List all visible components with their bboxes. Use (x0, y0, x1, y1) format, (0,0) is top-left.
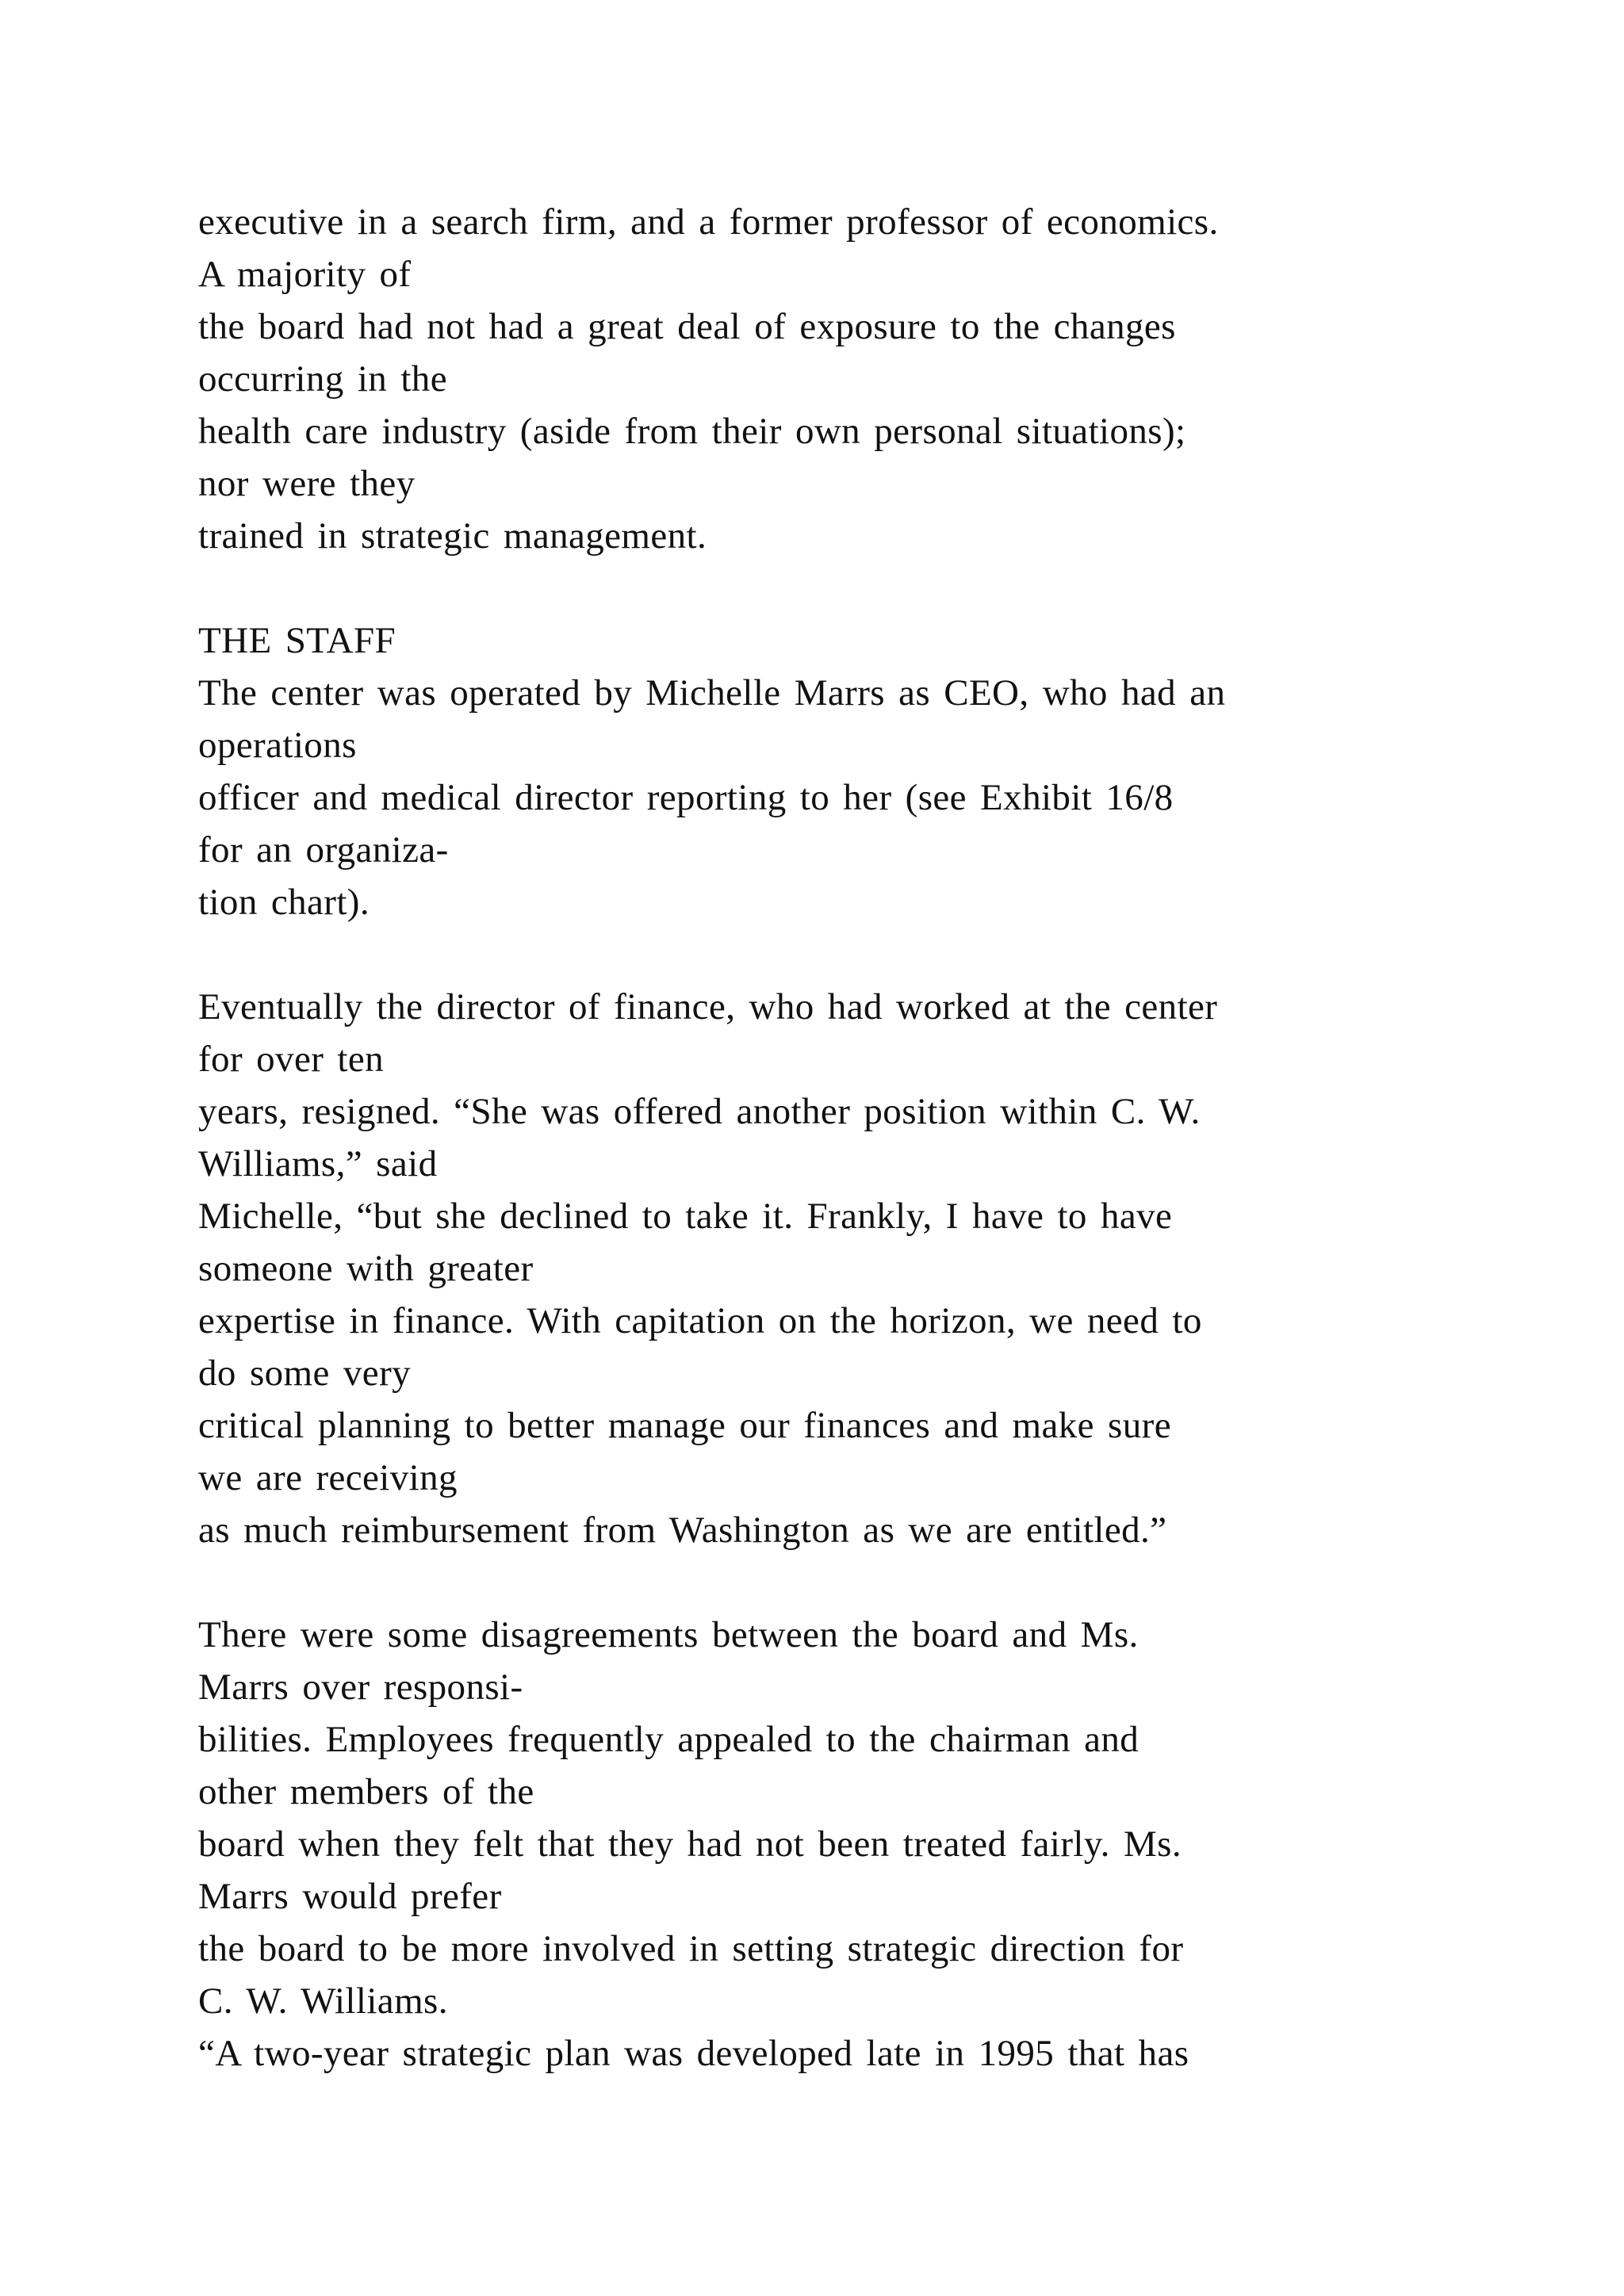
text-line: A majority of (198, 254, 412, 295)
text-line: Williams,” said (198, 1143, 438, 1184)
text-line: There were some disagreements between the board and Ms. (198, 1614, 1139, 1655)
paragraph-spacer (198, 928, 1499, 981)
text-line: tion chart). (198, 882, 370, 923)
text-line: the board had not had a great deal of exposure to the changes (198, 306, 1176, 347)
text-line: for an organiza- (198, 829, 449, 871)
text-line: Marrs over responsi- (198, 1667, 523, 1708)
text-line: someone with greater (198, 1248, 534, 1289)
paragraph-board-background (198, 196, 1499, 562)
text-line: C. W. Williams. (198, 1980, 448, 2022)
paragraph-spacer (198, 562, 1499, 614)
section-heading: THE STAFF (198, 620, 396, 661)
text-line: Michelle, “but she declined to take it. Frankly, I have to have (198, 1196, 1173, 1237)
text-line: The center was operated by Michelle Marrs as CEO, who had an (198, 672, 1226, 714)
text-line: nor were they (198, 463, 416, 504)
text-line: occurring in the (198, 358, 447, 400)
paragraph-spacer (198, 1556, 1499, 1609)
text-line: operations (198, 725, 357, 766)
text-line: as much reimbursement from Washington as we are entitled.” (198, 1510, 1167, 1551)
text-line: we are receiving (198, 1457, 458, 1498)
text-line: expertise in finance. With capitation on the horizon, we need to (198, 1300, 1202, 1341)
text-line: Marrs would prefer (198, 1876, 502, 1917)
text-line: executive in a search firm, and a former professor of economics. (198, 201, 1219, 243)
document-body (198, 196, 1499, 2080)
text-line: bilities. Employees frequently appealed to the chairman and (198, 1719, 1139, 1760)
paragraph-staff-section (198, 614, 1499, 928)
text-line: board when they felt that they had not been treated fairly. Ms. (198, 1823, 1182, 1865)
paragraph-board-disagreements (198, 1609, 1499, 2080)
paragraph-finance-director (198, 981, 1499, 1556)
text-line: the board to be more involved in setting strategic direction for (198, 1928, 1184, 1969)
text-line: “A two-year strategic plan was developed late in 1995 that has (198, 2033, 1189, 2074)
text-line: other members of the (198, 1771, 534, 1812)
text-line: Eventually the director of finance, who had worked at the center (198, 986, 1218, 1027)
text-line: do some very (198, 1353, 412, 1394)
text-line: for over ten (198, 1039, 385, 1080)
text-line: health care industry (aside from their own personal situations); (198, 411, 1186, 452)
text-line: trained in strategic management. (198, 515, 707, 557)
text-line: critical planning to better manage our finances and make sure (198, 1405, 1171, 1446)
text-line: years, resigned. “She was offered another position within C. W. (198, 1091, 1201, 1132)
text-line: officer and medical director reporting to her (see Exhibit 16/8 (198, 777, 1174, 818)
